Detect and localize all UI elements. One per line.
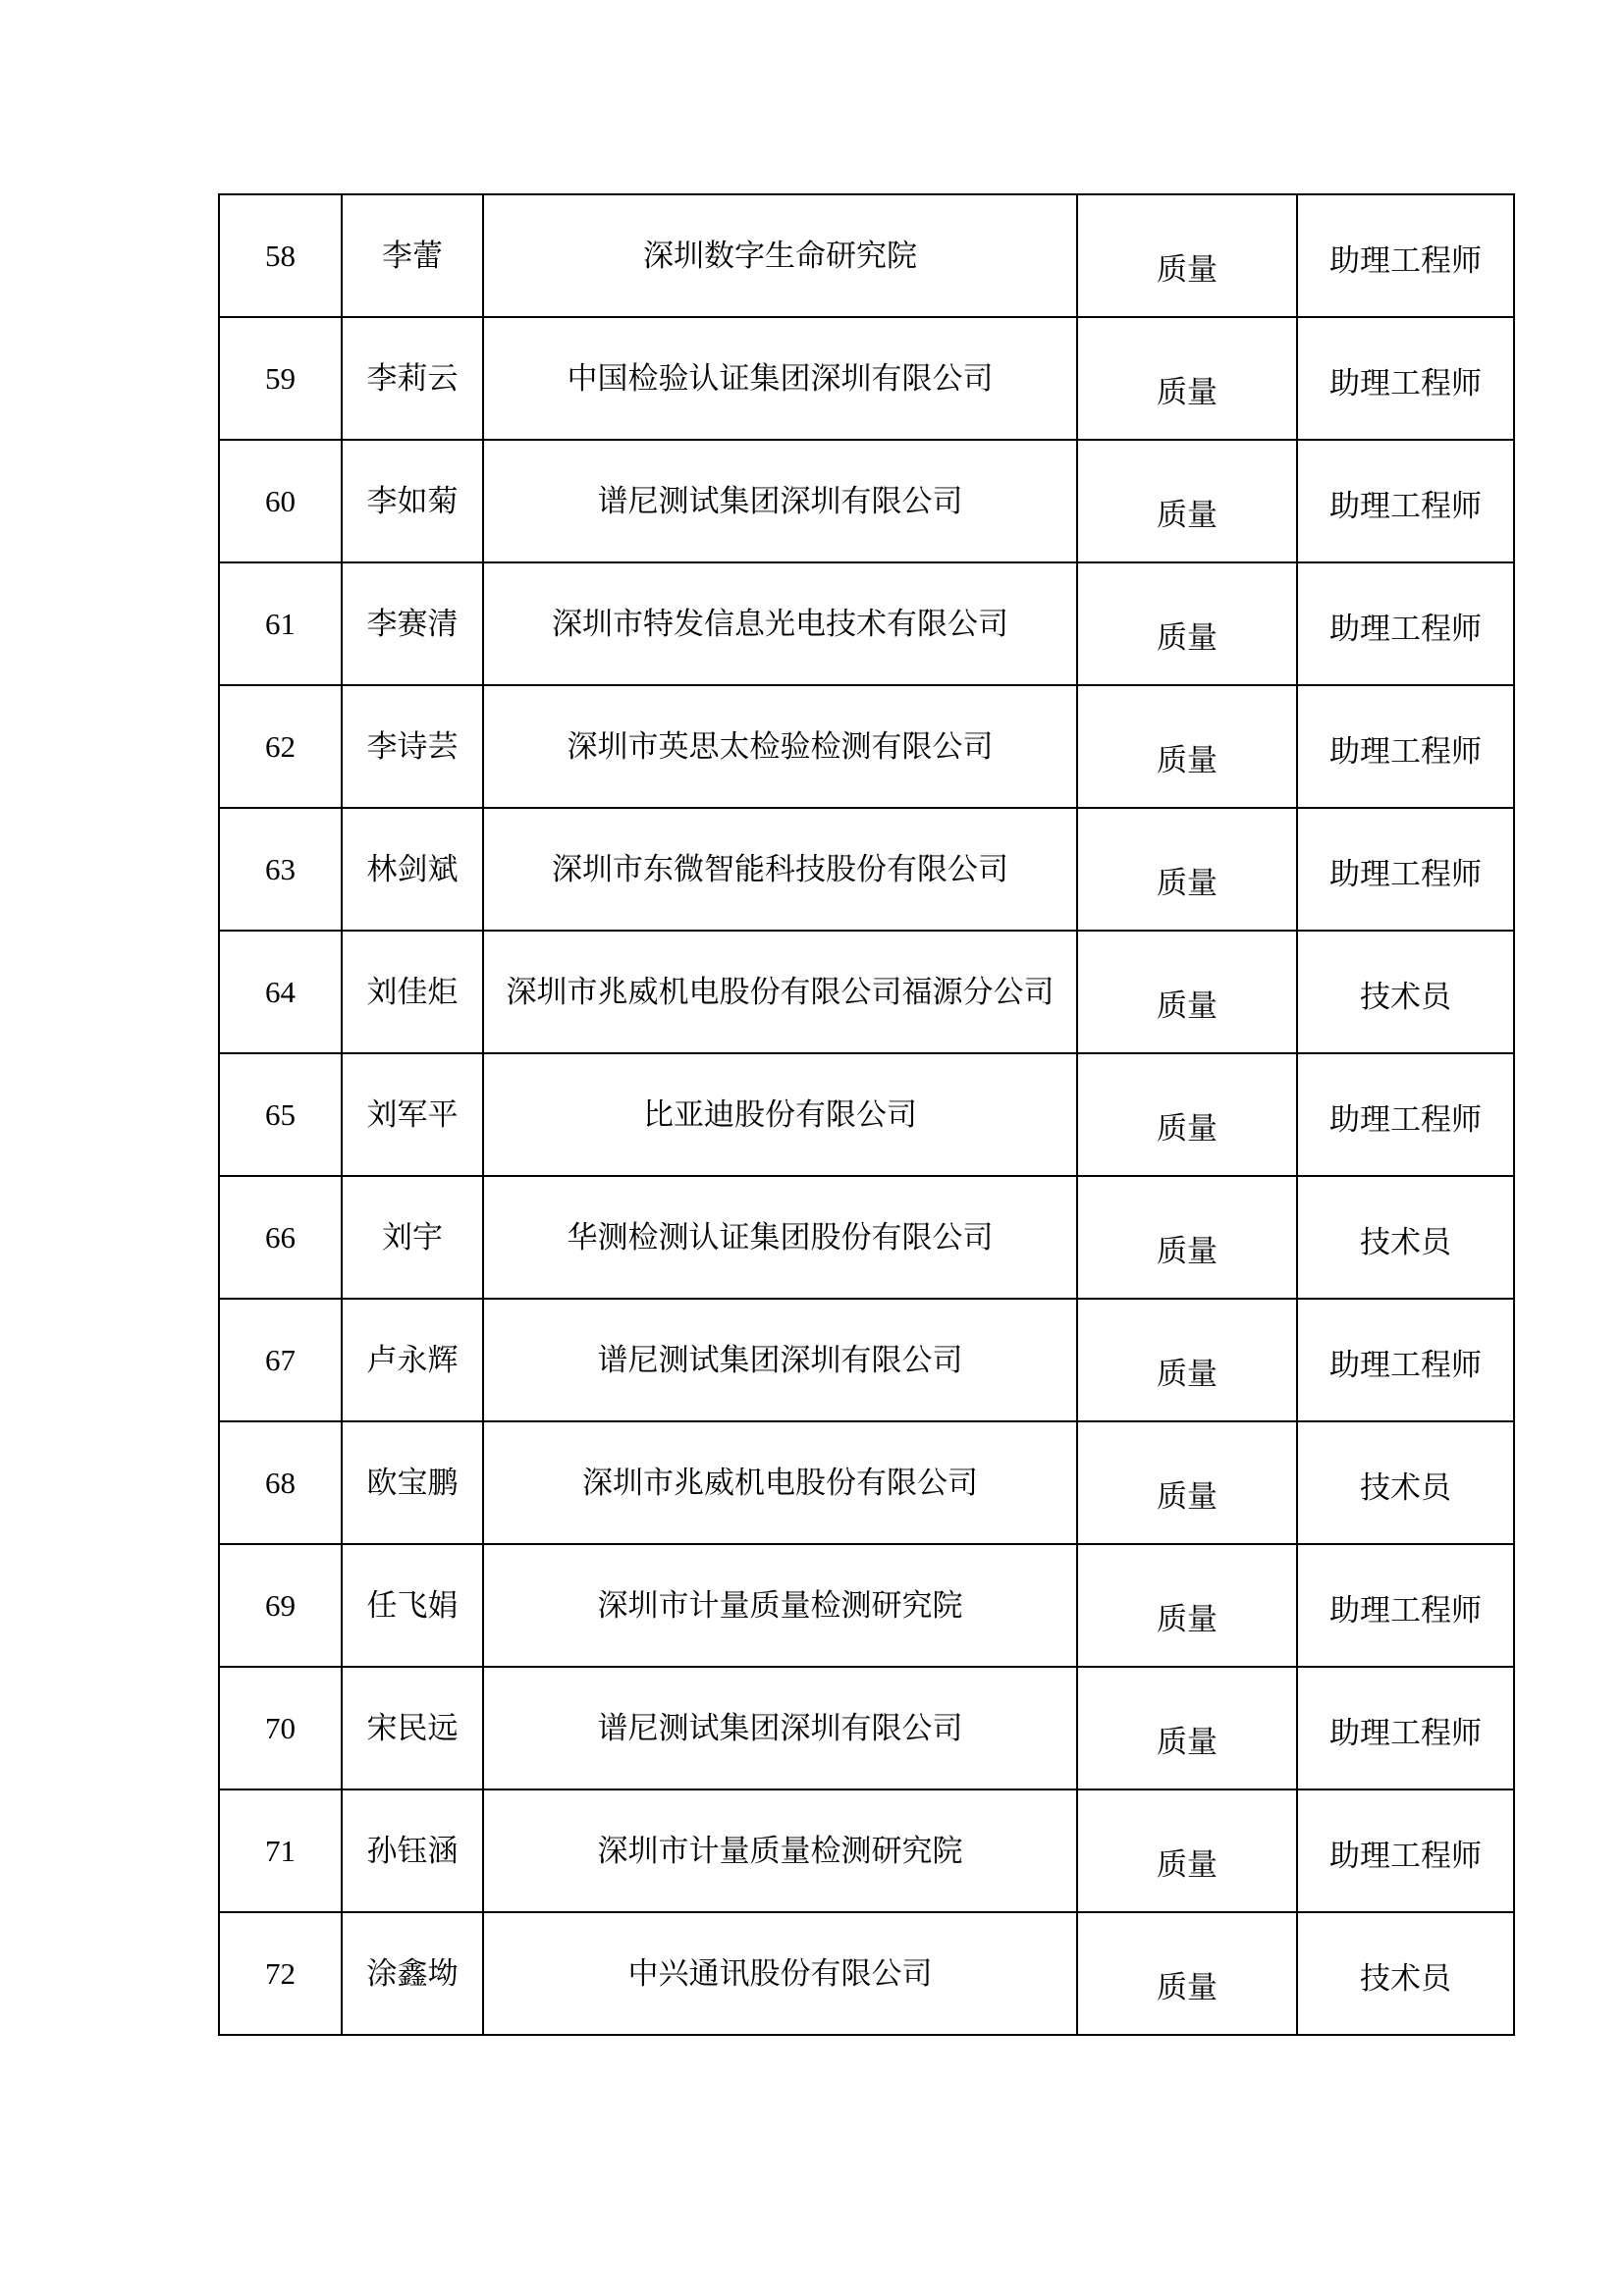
company-name: 深圳市兆威机电股份有限公司: [582, 1465, 978, 1500]
company-cell: [483, 808, 1077, 931]
company-cell: [483, 1421, 1077, 1544]
table-row: [219, 808, 1514, 931]
table-row: [219, 931, 1514, 1053]
category-label: 质量: [1157, 988, 1218, 1023]
name-cell: [342, 931, 483, 1053]
company-name: 深圳市东微智能科技股份有限公司: [552, 851, 1008, 886]
company-cell: [483, 1299, 1077, 1421]
title-cell: [1297, 685, 1514, 808]
row-number-cell: [219, 1667, 342, 1789]
job-title: 技术员: [1360, 1960, 1451, 1996]
row-number: 58: [265, 238, 296, 273]
row-number: 67: [265, 1342, 296, 1377]
company-name: 谱尼测试集团深圳有限公司: [597, 1710, 963, 1745]
person-name: 涂鑫坳: [366, 1955, 459, 1991]
job-title: 助理工程师: [1329, 733, 1482, 769]
company-cell: [483, 1544, 1077, 1667]
name-cell: [342, 1667, 483, 1789]
table-row: [219, 562, 1514, 685]
title-cell: [1297, 1667, 1514, 1789]
category-cell: [1077, 685, 1297, 808]
category-label: 质量: [1157, 1110, 1218, 1146]
category-label: 质量: [1157, 1478, 1218, 1514]
category-cell: [1077, 1912, 1297, 2035]
company-name: 深圳数字生命研究院: [643, 238, 917, 273]
person-name: 欧宝鹏: [366, 1465, 459, 1500]
company-name: 深圳市计量质量检测研究院: [597, 1833, 963, 1868]
job-title: 技术员: [1360, 979, 1451, 1014]
job-title: 助理工程师: [1329, 1715, 1482, 1750]
category-cell: [1077, 1544, 1297, 1667]
category-cell: [1077, 194, 1297, 317]
row-number: 60: [265, 483, 296, 518]
category-cell: [1077, 1789, 1297, 1912]
category-label: 质量: [1157, 619, 1218, 655]
company-cell: [483, 1667, 1077, 1789]
job-title: 助理工程师: [1329, 488, 1482, 523]
category-label: 质量: [1157, 497, 1218, 532]
job-title: 技术员: [1360, 1224, 1451, 1259]
person-name: 刘军平: [366, 1096, 459, 1132]
person-name: 宋民远: [366, 1710, 459, 1745]
table-row: [219, 1053, 1514, 1176]
row-number-cell: [219, 1912, 342, 2035]
name-cell: [342, 808, 483, 931]
table-row: [219, 440, 1514, 562]
row-number-cell: [219, 1053, 342, 1176]
person-name: 任飞娟: [366, 1587, 459, 1623]
row-number-cell: [219, 1544, 342, 1667]
company-name: 中兴通讯股份有限公司: [627, 1955, 933, 1991]
table-row: [219, 1544, 1514, 1667]
table-row: [219, 1789, 1514, 1912]
category-cell: [1077, 1053, 1297, 1176]
company-name: 比亚迪股份有限公司: [643, 1096, 917, 1132]
company-name: 谱尼测试集团深圳有限公司: [597, 1342, 963, 1377]
name-cell: [342, 194, 483, 317]
person-name: 李诗芸: [366, 728, 459, 764]
person-name: 刘佳炬: [366, 974, 459, 1009]
category-cell: [1077, 1421, 1297, 1544]
category-cell: [1077, 1176, 1297, 1299]
row-number: 59: [265, 360, 296, 396]
row-number: 65: [265, 1096, 296, 1132]
category-cell: [1077, 1667, 1297, 1789]
job-title: 助理工程师: [1329, 242, 1482, 278]
row-number-cell: [219, 1299, 342, 1421]
person-name: 林剑斌: [366, 851, 459, 886]
person-name: 刘宇: [382, 1219, 443, 1255]
table-row: [219, 317, 1514, 440]
name-cell: [342, 1421, 483, 1544]
row-number: 72: [265, 1955, 296, 1991]
name-cell: [342, 1789, 483, 1912]
category-cell: [1077, 1299, 1297, 1421]
title-cell: [1297, 194, 1514, 317]
person-name: 孙钰涵: [366, 1833, 459, 1868]
job-title: 技术员: [1360, 1469, 1451, 1505]
person-name: 李如菊: [366, 483, 459, 518]
row-number: 64: [265, 974, 296, 1009]
company-name: 华测检测认证集团股份有限公司: [567, 1219, 994, 1255]
row-number: 69: [265, 1587, 296, 1623]
table-row: [219, 1421, 1514, 1544]
category-label: 质量: [1157, 865, 1218, 900]
table-row: [219, 1176, 1514, 1299]
company-cell: [483, 317, 1077, 440]
person-name: 李蕾: [382, 238, 443, 273]
category-label: 质量: [1157, 374, 1218, 409]
row-number: 66: [265, 1219, 296, 1255]
job-title: 助理工程师: [1329, 1592, 1482, 1628]
job-title: 助理工程师: [1329, 611, 1482, 646]
name-cell: [342, 1053, 483, 1176]
category-label: 质量: [1157, 1601, 1218, 1636]
company-cell: [483, 1176, 1077, 1299]
category-cell: [1077, 562, 1297, 685]
row-number: 71: [265, 1833, 296, 1868]
row-number: 63: [265, 851, 296, 886]
table-row: [219, 685, 1514, 808]
category-label: 质量: [1157, 1233, 1218, 1268]
person-name: 李莉云: [366, 360, 459, 396]
name-cell: [342, 1176, 483, 1299]
company-name: 深圳市计量质量检测研究院: [597, 1587, 963, 1623]
row-number-cell: [219, 808, 342, 931]
name-cell: [342, 1544, 483, 1667]
company-cell: [483, 685, 1077, 808]
company-name: 深圳市英思太检验检测有限公司: [567, 728, 994, 764]
title-cell: [1297, 1421, 1514, 1544]
title-cell: [1297, 1912, 1514, 2035]
company-name: 中国检验认证集团深圳有限公司: [567, 360, 994, 396]
title-cell: [1297, 1544, 1514, 1667]
company-cell: [483, 194, 1077, 317]
row-number-cell: [219, 440, 342, 562]
row-number: 62: [265, 728, 296, 764]
category-label: 质量: [1157, 1969, 1218, 2004]
title-cell: [1297, 562, 1514, 685]
name-cell: [342, 562, 483, 685]
company-name: 深圳市特发信息光电技术有限公司: [552, 606, 1008, 641]
title-cell: [1297, 317, 1514, 440]
company-cell: [483, 562, 1077, 685]
row-number: 68: [265, 1465, 296, 1500]
job-title: 助理工程师: [1329, 856, 1482, 891]
row-number: 61: [265, 606, 296, 641]
company-cell: [483, 1789, 1077, 1912]
company-cell: [483, 931, 1077, 1053]
row-number-cell: [219, 317, 342, 440]
title-cell: [1297, 808, 1514, 931]
name-cell: [342, 1299, 483, 1421]
name-cell: [342, 1912, 483, 2035]
category-label: 质量: [1157, 251, 1218, 287]
row-number-cell: [219, 1789, 342, 1912]
table-row: [219, 1299, 1514, 1421]
category-label: 质量: [1157, 742, 1218, 777]
company-cell: [483, 1053, 1077, 1176]
title-cell: [1297, 931, 1514, 1053]
company-cell: [483, 1912, 1077, 2035]
job-title: 助理工程师: [1329, 365, 1482, 400]
company-cell: [483, 440, 1077, 562]
table-row: [219, 1912, 1514, 2035]
personnel-records-table: [218, 193, 1515, 2036]
table-row: [219, 1667, 1514, 1789]
row-number-cell: [219, 194, 342, 317]
table-row: [219, 194, 1514, 317]
row-number: 70: [265, 1710, 296, 1745]
name-cell: [342, 440, 483, 562]
row-number-cell: [219, 1176, 342, 1299]
category-label: 质量: [1157, 1724, 1218, 1759]
title-cell: [1297, 440, 1514, 562]
row-number-cell: [219, 562, 342, 685]
row-number-cell: [219, 1421, 342, 1544]
category-label: 质量: [1157, 1846, 1218, 1882]
row-number-cell: [219, 931, 342, 1053]
job-title: 助理工程师: [1329, 1101, 1482, 1137]
company-name: 谱尼测试集团深圳有限公司: [597, 483, 963, 518]
category-cell: [1077, 440, 1297, 562]
category-label: 质量: [1157, 1356, 1218, 1391]
title-cell: [1297, 1053, 1514, 1176]
title-cell: [1297, 1299, 1514, 1421]
name-cell: [342, 685, 483, 808]
job-title: 助理工程师: [1329, 1838, 1482, 1873]
name-cell: [342, 317, 483, 440]
company-name: 深圳市兆威机电股份有限公司福源分公司: [506, 974, 1055, 1009]
title-cell: [1297, 1176, 1514, 1299]
category-cell: [1077, 808, 1297, 931]
person-name: 李赛清: [366, 606, 459, 641]
job-title: 助理工程师: [1329, 1347, 1482, 1382]
row-number-cell: [219, 685, 342, 808]
category-cell: [1077, 931, 1297, 1053]
title-cell: [1297, 1789, 1514, 1912]
person-name: 卢永辉: [366, 1342, 459, 1377]
category-cell: [1077, 317, 1297, 440]
